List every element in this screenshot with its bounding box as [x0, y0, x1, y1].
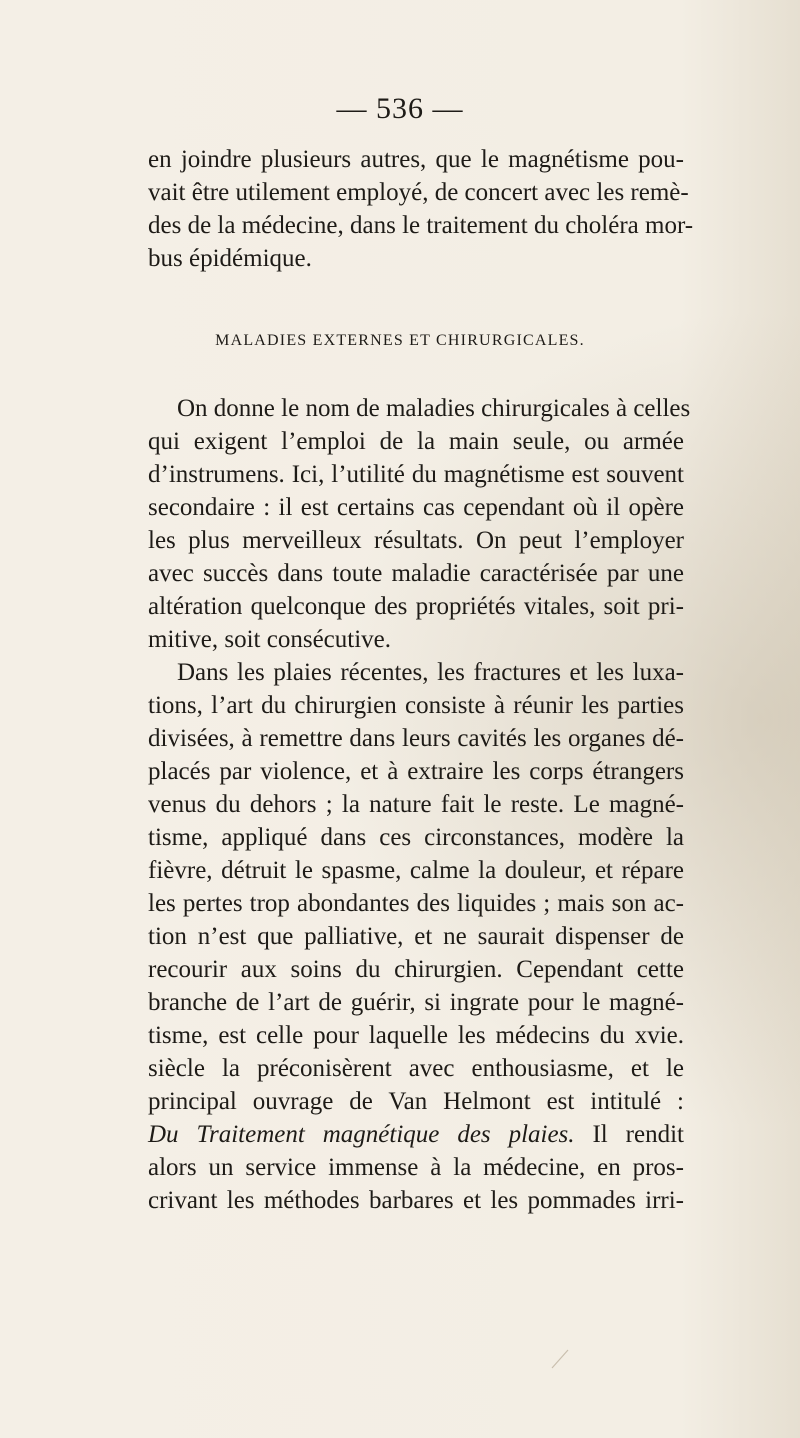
text-line: des de la médecine, dans le traitement du choléra mor- — [148, 212, 694, 239]
text-line: venus du dehors ; la nature fait le reste. Le magné- — [148, 791, 684, 818]
text-line: tisme, est celle pour laquelle les médecins du xvie. — [148, 1022, 684, 1049]
text-line: vait être utilement employé, de concert avec les remè- — [148, 179, 689, 206]
text-line: Dans les plaies récentes, les fractures et les luxa- — [177, 659, 684, 686]
book-title: Du Traitement magnétique des plaies. — [148, 1121, 575, 1148]
text-line: altération quelconque des propriétés vitales, soit pri- — [148, 593, 684, 620]
text-line: On donne le nom de maladies chirurgicales à celles — [177, 395, 691, 422]
text-line: recourir aux soins du chirurgien. Cependant cette — [148, 956, 684, 983]
text-line: divisées, à remettre dans leurs cavités les organes dé- — [148, 725, 684, 752]
text-line: d’instrumens. Ici, l’utilité du magnétisme est souvent — [148, 461, 684, 488]
text-line: placés par violence, et à extraire les corps étrangers — [148, 758, 684, 785]
text-line: branche de l’art de guérir, si ingrate pour le magné- — [148, 989, 684, 1016]
text-line: alors un service immense à la médecine, en pros- — [148, 1154, 684, 1181]
text-line: crivant les méthodes barbares et les pommades irri- — [148, 1187, 684, 1214]
text-line: secondaire : il est certains cas cependant où il opère — [148, 494, 684, 521]
paper-mark — [550, 1348, 570, 1370]
page-number: — 536 — — [336, 92, 464, 125]
text-line: fièvre, détruit le spasme, calme la douleur, et répare — [148, 857, 684, 884]
text-line: les plus merveilleux résultats. On peut l’employer — [148, 527, 684, 554]
text-line-with-title — [148, 1118, 684, 1151]
text-line: avec succès dans toute maladie caractérisée par une — [148, 560, 684, 587]
section-heading: MALADIES EXTERNES ET CHIRURGICALES. — [215, 332, 585, 349]
text-line: siècle la préconisèrent avec enthousiasme, et le — [148, 1055, 684, 1082]
text-line: mitive, soit consécutive. — [148, 626, 392, 653]
text-line: en joindre plusieurs autres, que le magnétisme pou- — [148, 146, 684, 173]
text-line: qui exigent l’emploi de la main seule, ou armée — [148, 428, 684, 455]
text-line: tisme, appliqué dans ces circonstances, modère la — [148, 824, 684, 851]
text-line: tion n’est que palliative, et ne saurait dispenser de — [148, 923, 684, 950]
text-fragment: Il rendit — [574, 1121, 684, 1148]
text-line: bus épidémique. — [148, 245, 312, 272]
text-line: tions, l’art du chirurgien consiste à réunir les parties — [148, 692, 684, 719]
text-line: les pertes trop abondantes des liquides ; mais son ac- — [148, 890, 684, 917]
text-line: principal ouvrage de Van Helmont est intitulé : — [148, 1088, 684, 1115]
